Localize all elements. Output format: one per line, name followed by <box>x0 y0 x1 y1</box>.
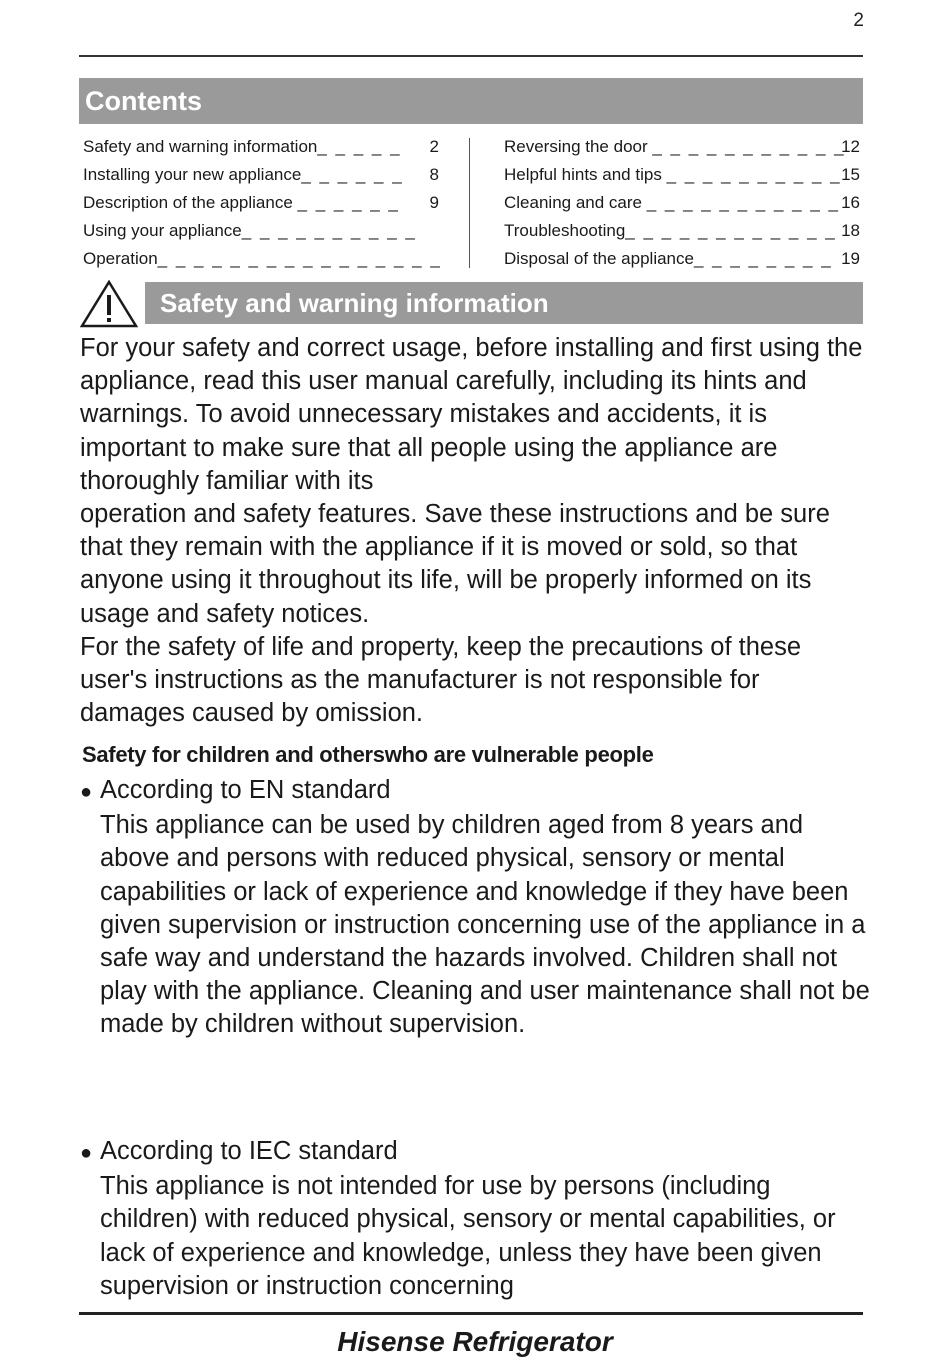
toc-entry-label: Installing your new appliance <box>83 165 302 184</box>
toc-entry-leader: _ _ _ _ _ _ _ _ _ _ _ _ _ _ _ _ <box>157 249 442 268</box>
toc-entry[interactable] <box>504 245 860 273</box>
intro-paragraph: For your safety and correct usage, before installing and first using the appliance, read this user manual carefully, including its hints and warnings. To avoid unnecessary mistakes and accidents, it is important to make sure that all people using the appliance are thoroughly familiar with its <box>80 334 863 495</box>
bullet-text: This appliance is not intended for use by persons (including children) with reduced physical, sensory or mental capabilities, or lack of experience and knowledge, unless they have been given supervision or instruction concerning <box>100 1172 836 1300</box>
intro-paragraph: For the safety of life and property, keep the precautions of these user's instructions as the manufacturer is not responsible for damages caused by omission. <box>80 632 802 728</box>
toc-entry-label: Troubleshooting <box>504 221 626 240</box>
footer-brand: Hisense Refrigerator <box>337 1326 613 1357</box>
subsection-heading: Safety for children and otherswho are vulnerable people <box>82 742 654 767</box>
toc-entry-label: Safety and warning information <box>83 137 318 156</box>
contents-heading: Contents <box>79 78 863 124</box>
toc-entry-page: 15 <box>841 165 860 184</box>
toc-entry-label: Disposal of the appliance <box>504 249 694 268</box>
toc-entry[interactable] <box>83 245 442 273</box>
top-divider <box>79 55 863 57</box>
toc-entry-label: Description of the appliance <box>83 193 293 212</box>
toc-entry-leader: _ _ _ _ _ <box>317 137 402 156</box>
toc-entry-page: 8 <box>429 165 439 184</box>
bullet-item <box>80 774 870 1042</box>
toc-entry-page: 2 <box>429 137 439 156</box>
toc-entry-leader: _ _ _ _ _ _ _ _ _ _ _ _ <box>625 221 837 240</box>
toc-entry-leader: _ _ _ _ _ _ _ _ <box>693 249 833 268</box>
bullet-dot-icon: ● <box>80 1142 93 1164</box>
bottom-divider <box>79 1312 863 1315</box>
toc-entry-label: Helpful hints and tips <box>504 165 662 184</box>
toc-entry-leader: _ _ _ _ _ _ _ _ _ _ <box>666 165 842 184</box>
toc-entry-label: Reversing the door <box>504 137 648 156</box>
toc-entry-label: Using your appliance <box>83 221 242 240</box>
warning-triangle-icon <box>80 280 138 328</box>
bullet-item <box>80 1135 870 1303</box>
intro-paragraph: operation and safety features. Save these instructions and be sure that they remain with the appliance if it is moved or sold, so that anyone using it throughout its life, will be properly informed on its usage and safety notices. <box>80 500 830 628</box>
toc-entry[interactable] <box>504 217 860 245</box>
toc-entry[interactable] <box>504 133 860 161</box>
toc-entry-leader: _ _ _ _ _ _ <box>301 165 404 184</box>
toc-entry[interactable] <box>504 189 860 217</box>
toc-entry-page: 12 <box>841 137 860 156</box>
intro-text <box>80 332 870 730</box>
toc-right-column <box>504 133 860 273</box>
toc-entry[interactable] <box>83 133 439 161</box>
toc-entry-leader: _ _ _ _ _ _ _ _ _ _ _ <box>652 137 846 156</box>
toc-entry[interactable] <box>83 189 439 217</box>
toc-entry-label: Operation <box>83 249 158 268</box>
toc-left-column <box>83 133 442 273</box>
toc-entry-leader: _ _ _ _ _ _ _ _ _ _ <box>241 221 417 240</box>
toc-entry-page: 19 <box>841 249 860 268</box>
toc-entry[interactable] <box>504 161 860 189</box>
bullet-heading: According to IEC standard <box>100 1137 398 1165</box>
toc-column-divider <box>469 138 470 268</box>
toc-entry-page: 16 <box>841 193 860 212</box>
section-heading: Safety and warning information <box>145 282 863 324</box>
toc-entry-label: Cleaning and care <box>504 193 642 212</box>
toc-entry-page: 9 <box>429 193 439 212</box>
toc-entry-leader: _ _ _ _ _ _ <box>297 193 400 212</box>
toc-entry[interactable] <box>83 161 439 189</box>
bullet-dot-icon: ● <box>80 781 93 803</box>
page-number: 2 <box>853 10 864 31</box>
bullet-heading: According to EN standard <box>100 776 391 804</box>
toc-entry-leader: _ _ _ _ _ _ _ _ _ _ _ <box>646 193 840 212</box>
toc-entry-page: 18 <box>841 221 860 240</box>
toc-entry[interactable] <box>83 217 439 245</box>
bullet-text: This appliance can be used by children aged from 8 years and above and persons with reduced physical, sensory or mental capabilities or lack of experience and knowledge if they have been given supervision or instruction concerning use of the appliance in a safe way and understand the hazards involved. Children shall not play with the appliance. Cleaning and user maintenance shall not be made by children without supervision. <box>100 811 870 1039</box>
